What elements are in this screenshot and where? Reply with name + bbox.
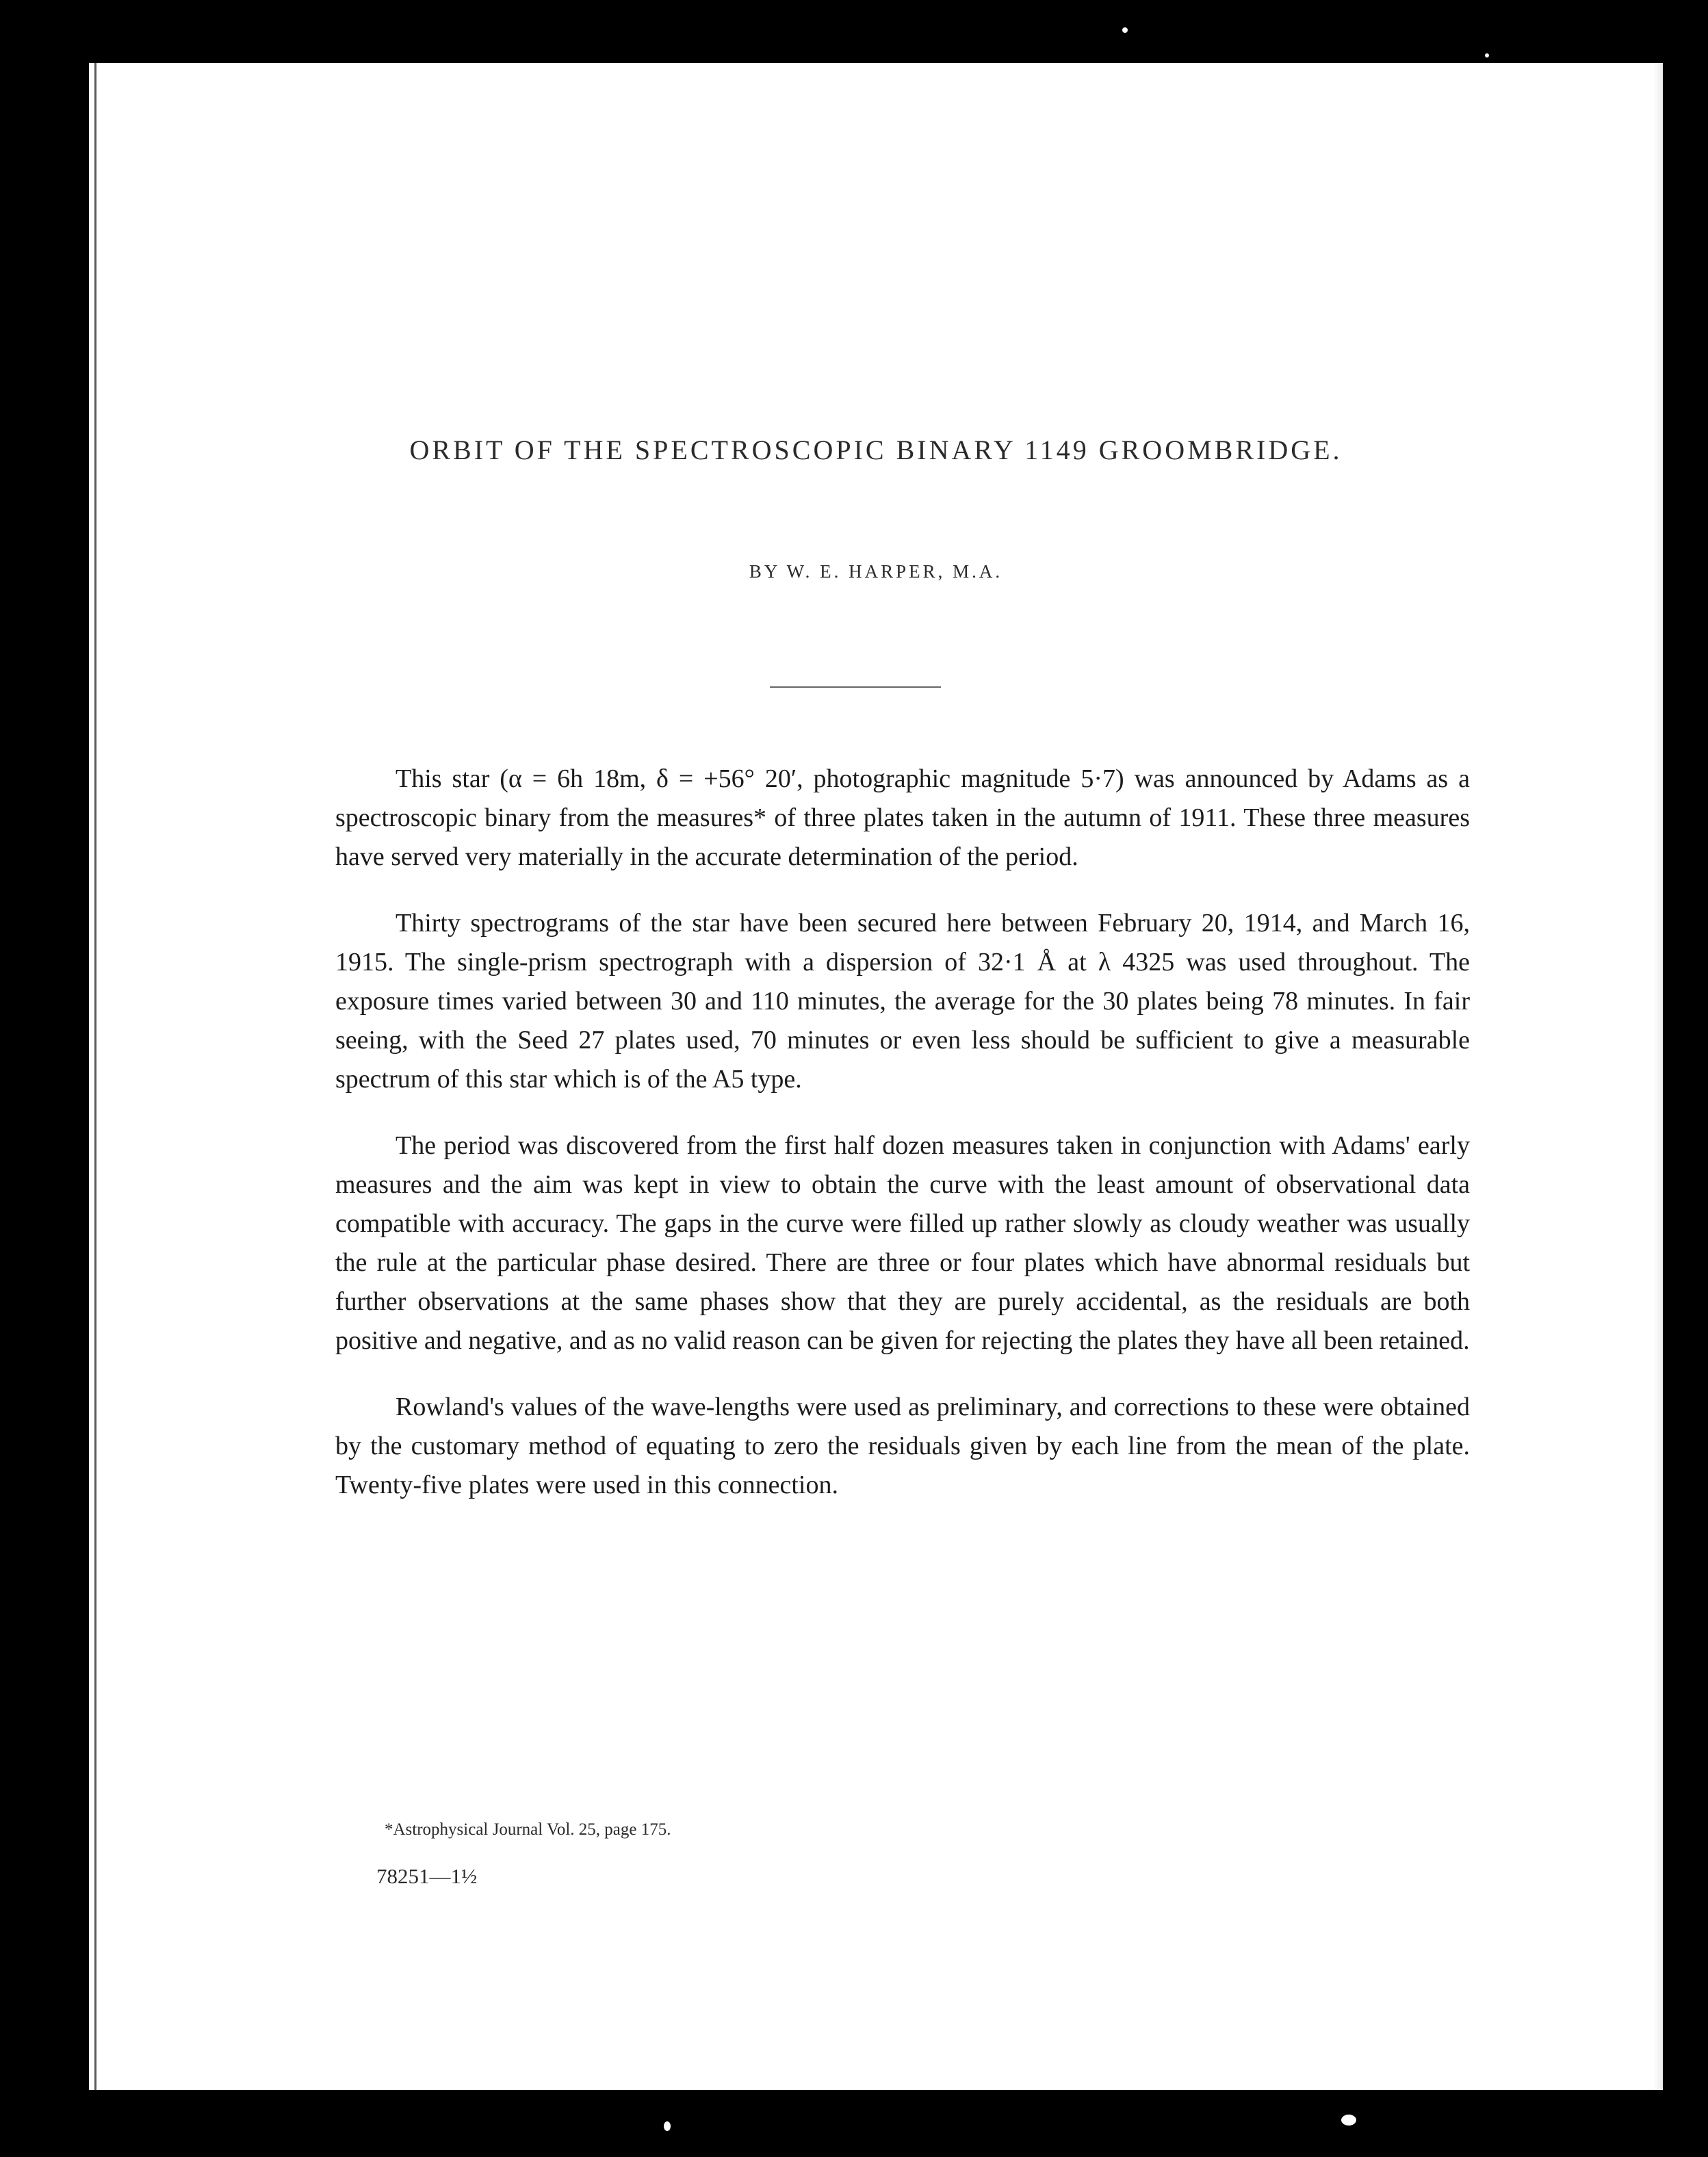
document-page	[89, 63, 1663, 2090]
printer-signature: 78251—1½	[376, 1864, 478, 1888]
body-paragraph: Thirty spectrograms of the star have been secured here between February 20, 1914, and March 16, 1915. The single-prism spectrograph with a dispersion of 32·1 Å at λ 4325 was used throughout. The exposure times varied between 30 and 110 minutes, the average for the 30 plates being 78 minutes. In fair seeing, with the Seed 27 plates used, 70 minutes or even less should be sufficient to give a measurable spectrum of this star which is of the A5 type.	[335, 909, 1470, 1094]
footnote: *Astrophysical Journal Vol. 25, page 175.	[385, 1820, 671, 1839]
page-gutter-line	[94, 63, 96, 2090]
dust-speck	[664, 2121, 671, 2131]
dust-speck	[1122, 27, 1128, 33]
article-byline: BY W. E. HARPER, M.A.	[749, 561, 1003, 582]
body-paragraph: This star (α = 6h 18m, δ = +56° 20′, photographic magnitude 5·7) was announced by Adams as a spectroscopic binary from the measures* of three plates taken in the autumn of 1911. These three measures have served very materially in the accurate determination of the period.	[335, 764, 1470, 871]
dust-speck	[1485, 53, 1489, 57]
body-paragraph: The period was discovered from the first half dozen measures taken in conjunction with Adams' early measures and the aim was kept in view to obtain the curve with the least amount of observational data compatible with accuracy. The gaps in the curve were filled up rather slowly as cloudy weather was usually the rule at the particular phase desired. There are three or four plates which have abnormal residuals but further observations at the same phases show that they are purely accidental, as the residuals are both positive and negative, and as no valid reason can be given for rejecting the plates they have all been retained.	[335, 1131, 1470, 1355]
title-divider	[770, 686, 941, 688]
article-body	[335, 760, 1470, 1532]
body-paragraph: Rowland's values of the wave-lengths were used as preliminary, and corrections to these were obtained by the customary method of equating to zero the residuals given by each line from the mean of the plate. Twenty-five plates were used in this connection.	[335, 1393, 1470, 1499]
article-title: ORBIT OF THE SPECTROSCOPIC BINARY 1149 GROOMBRIDGE.	[409, 435, 1343, 465]
dust-speck	[1341, 2115, 1356, 2126]
